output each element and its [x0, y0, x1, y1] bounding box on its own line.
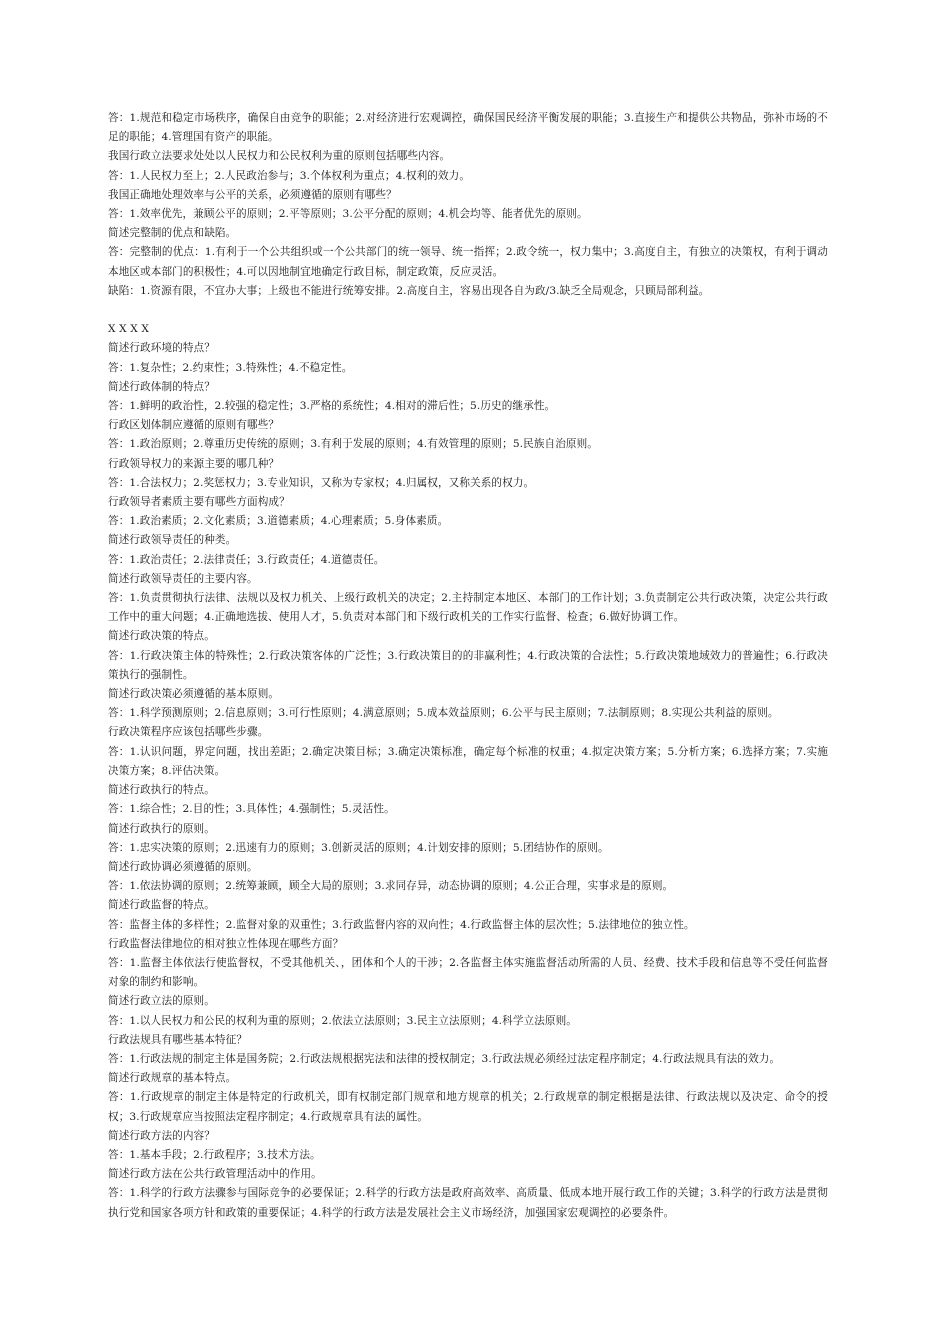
text-paragraph: 简述行政协调必须遵循的原则。	[108, 860, 258, 873]
text-paragraph: 答：1.行政决策主体的特殊性；2.行政决策客体的广泛性；3.行政决策目的的非赢利性；4.行政决策的合法性；5.行政决策地域效力的普遍性；6.行政决策执行的强制性。	[108, 649, 828, 681]
blank-line	[108, 301, 828, 320]
text-paragraph: 简述行政立法的原则。	[108, 995, 215, 1008]
text-paragraph: 答：完整制的优点：1.有利于一个公共组织或一个公共部门的统一领导、统一指挥；2.政令统一，权力集中；3.高度自主，有独立的决策权，有利于调动本地区或本部门的积极性；4.可以因地制宜地确定行政目标，制定政策，反应灵活。	[108, 246, 828, 278]
text-paragraph: 行政领导权力的来源主要的哪几种？	[108, 457, 280, 470]
text-paragraph: 答：1.合法权力；2.奖惩权力；3.专业知识，又称为专家权；4.归属权，又称关系的权力。	[108, 476, 535, 489]
text-paragraph: 简述行政方法在公共行政管理活动中的作用。	[108, 1168, 322, 1181]
text-paragraph: 答：1.政治素质；2.文化素质；3.道德素质；4.心理素质；5.身体素质。	[108, 515, 449, 528]
text-paragraph: 行政决策程序应该包括哪些步骤。	[108, 726, 269, 739]
text-paragraph: 我国正确地处理效率与公平的关系，必须遵循的原则有哪些？	[108, 188, 397, 201]
text-paragraph: 答：监督主体的多样性；2.监督对象的双重性；3.行政监督内容的双向性；4.行政监督主体的层次性；5.法律地位的独立性。	[108, 918, 695, 931]
text-paragraph: 行政领导者素质主要有哪些方面构成？	[108, 496, 290, 509]
text-paragraph: 答：1.行政法规的制定主体是国务院；2.行政法规根据宪法和法律的授权制定；3.行政法规必须经过法定程序制定；4.行政法规具有法的效力。	[108, 1052, 781, 1065]
text-paragraph: 答：1.依法协调的原则；2.统筹兼顾，顾全大局的原则；3.求同存异，动态协调的原则；4.公正合理，实事求是的原则。	[108, 880, 674, 893]
text-paragraph: 简述完整制的优点和缺陷。	[108, 227, 237, 240]
text-paragraph: 答：1.科学预测原则；2.信息原则；3.可行性原则；4.满意原则；5.成本效益原则；6.公平与民主原则；7.法制原则；8.实现公共利益的原则。	[108, 707, 779, 720]
text-paragraph: 答：1.认识问题，界定问题，找出差距；2.确定决策目标；3.确定决策标准，确定每个标准的权重；4.拟定决策方案；5.分析方案；6.选择方案；7.实施决策方案；8.评估决策。	[108, 745, 828, 777]
text-paragraph: 答：1.基本手段；2.行政程序；3.技术方法。	[108, 1148, 321, 1161]
text-paragraph: X X X X	[108, 323, 149, 336]
text-paragraph: 简述行政执行的原则。	[108, 822, 215, 835]
text-paragraph: 答：1.以人民权力和公民的权利为重的原则；2.依法立法原则；3.民主立法原则；4.科学立法原则。	[108, 1014, 577, 1027]
text-paragraph: 答：1.行政规章的制定主体是特定的行政机关，即有权制定部门规章和地方规章的机关；2.行政规章的制定根据是法律、行政法规以及决定、命令的授权；3.行政规章应当按照法定程序制定；4.行政规章具有法的属性。	[108, 1091, 828, 1123]
text-paragraph: 答：1.科学的行政方法骤参与国际竞争的必要保证；2.科学的行政方法是政府高效率、高质量、低成本地开展行政工作的关键；3.科学的行政方法是贯彻执行党和国家各项方针和政策的重要保证；4.科学的行政方法是发展社会主义市场经济，加强国家宏观调控的必要条件。	[108, 1187, 828, 1219]
text-paragraph: 简述行政领导责任的种类。	[108, 534, 237, 547]
text-paragraph: 答：1.复杂性；2.约束性；3.特殊性；4.不稳定性。	[108, 361, 353, 374]
text-paragraph: 答：1.效率优先，兼顾公平的原则；2.平等原则；3.公平分配的原则；4.机会均等、能者优先的原则。	[108, 208, 588, 221]
text-paragraph: 答：1.政治原则；2.尊重历史传统的原则；3.有利于发展的原则；4.有效管理的原则；5.民族自治原则。	[108, 438, 598, 451]
text-paragraph: 我国行政立法要求处处以人民权力和公民权利为重的原则包括哪些内容。	[108, 150, 451, 163]
text-paragraph: 简述行政体制的特点？	[108, 380, 215, 393]
text-paragraph: 行政法规具有哪些基本特征？	[108, 1033, 248, 1046]
text-paragraph: 简述行政决策必须遵循的基本原则。	[108, 688, 280, 701]
text-paragraph: 缺陷：1.资源有限，不宜办大事；上级也不能进行统筹安排。2.高度自主，容易出现各自为政/3.缺乏全局观念，只顾局部利益。	[108, 284, 710, 297]
text-paragraph: 行政区划体制应遵循的原则有哪些？	[108, 419, 280, 432]
text-paragraph: 答：1.人民权力至上；2.人民政治参与；3.个体权利为重点；4.权利的效力。	[108, 169, 471, 182]
text-paragraph: 答：1.监督主体依法行使监督权，不受其他机关、，团体和个人的干涉；2.各监督主体实施监督活动所需的人员、经费、技术手段和信息等不受任何监督对象的制约和影响。	[108, 956, 828, 989]
text-paragraph: 简述行政监督的特点。	[108, 899, 215, 912]
text-paragraph: 答：1.鲜明的政治性，2.较强的稳定性；3.严格的系统性；4.相对的滞后性；5.历史的继承性。	[108, 400, 556, 413]
text-paragraph: 答：1.忠实决策的原则；2.迅速有力的原则；3.创新灵活的原则；4.计划安排的原则；5.团结协作的原则。	[108, 841, 609, 854]
text-paragraph: 简述行政环境的特点？	[108, 342, 215, 355]
document-body	[108, 109, 828, 1223]
text-paragraph: 简述行政规章的基本特点。	[108, 1072, 237, 1085]
text-paragraph: 简述行政决策的特点。	[108, 630, 215, 643]
text-paragraph: 答：1.综合性；2.目的性；3.具体性；4.强制性；5.灵活性。	[108, 803, 395, 816]
text-paragraph: 行政监督法律地位的相对独立性体现在哪些方面？	[108, 937, 344, 950]
text-paragraph: 简述行政执行的特点。	[108, 784, 215, 797]
text-paragraph: 答：1.负责贯彻执行法律、法规以及权力机关、上级行政机关的决定；2.主持制定本地区、本部门的工作计划；3.负责制定公共行政决策，决定公共行政工作中的重大问题；4.正确地选拔、使用人才，5.负责对本部门和下级行政机关的工作实行监督、检查；6.做好协调工作。	[108, 592, 828, 624]
text-paragraph: 答：1.规范和稳定市场秩序，确保自由竞争的职能；2.对经济进行宏观调控，确保国民经济平衡发展的职能；3.直接生产和提供公共物品，弥补市场的不足的职能；4.管理国有资产的职能。	[108, 112, 828, 144]
text-paragraph: 简述行政方法的内容？	[108, 1129, 215, 1142]
text-paragraph: 简述行政领导责任的主要内容。	[108, 572, 258, 585]
text-paragraph: 答：1.政治责任；2.法律责任；3.行政责任；4.道德责任。	[108, 553, 385, 566]
